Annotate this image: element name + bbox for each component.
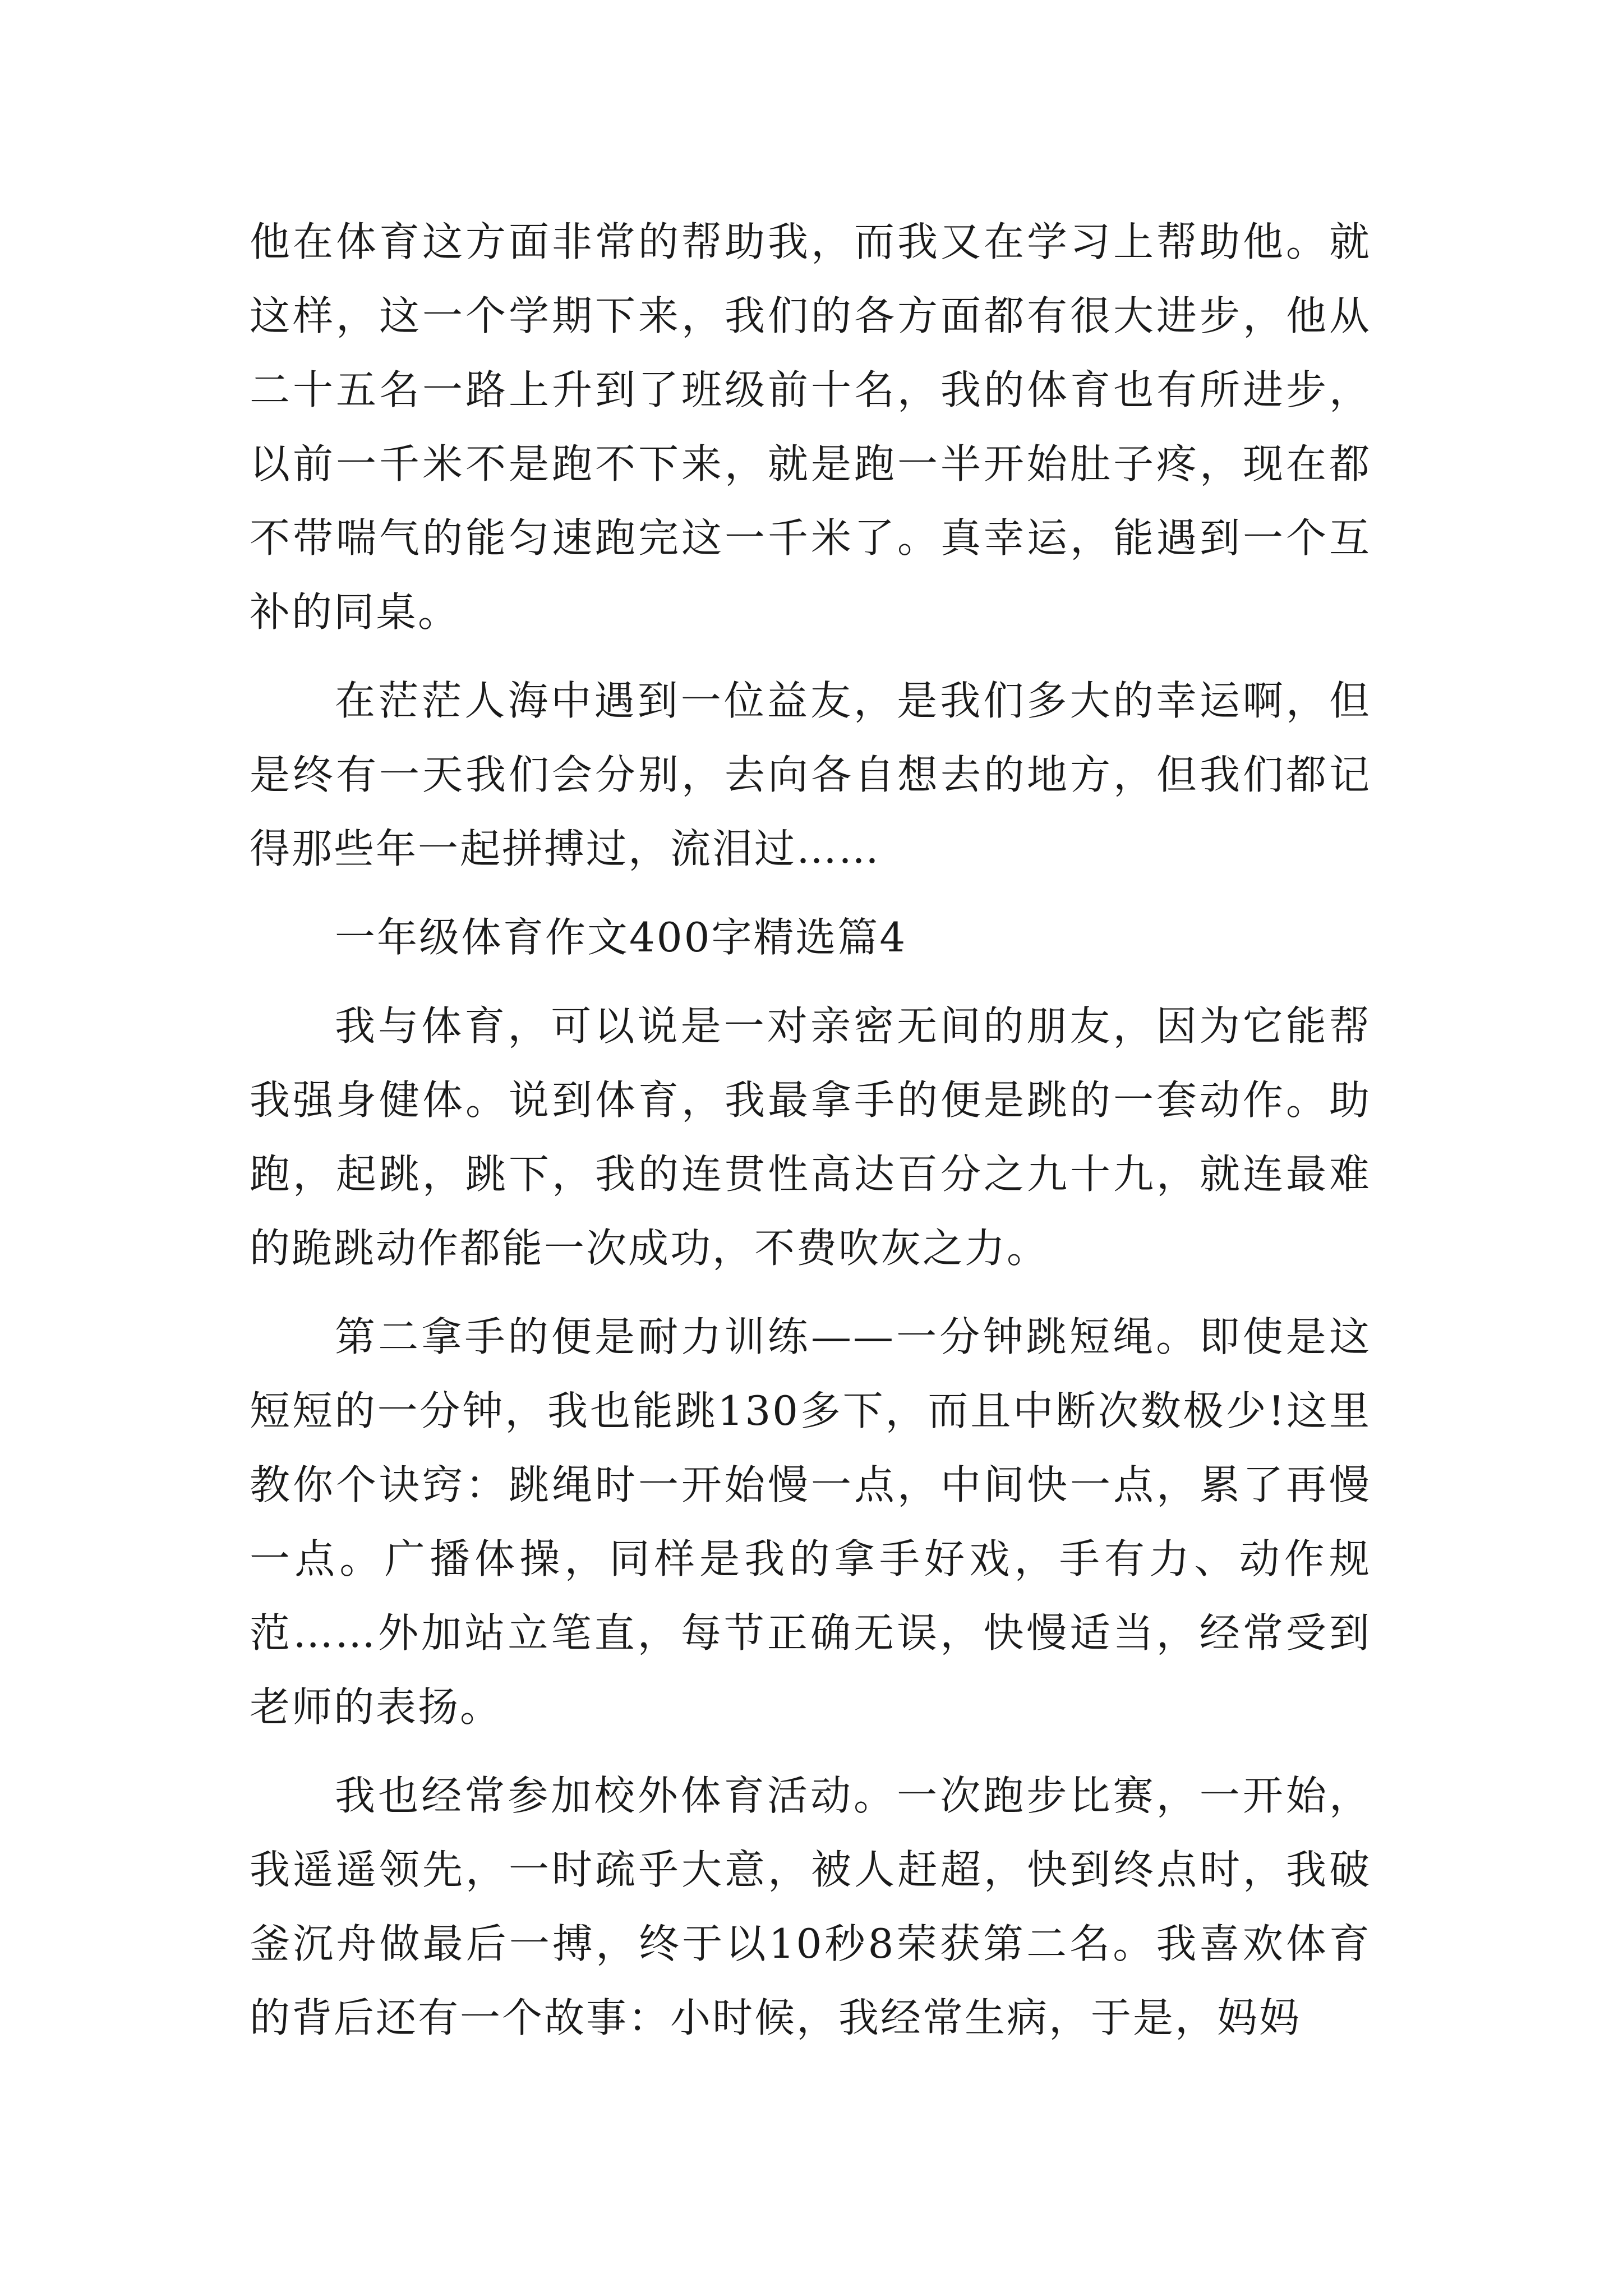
paragraph: 我也经常参加校外体育活动。一次跑步比赛，一开始，我遥遥领先，一时疏乎大意，被人赶超，快到终点时，我破釜沉舟做最后一搏，终于以10秒8荣获第二名。我喜欢体育的背后还有一个故事：小时候，我经常生病，于是，妈妈: [250, 1772, 1371, 2041]
paragraph: 第二拿手的便是耐力训练——一分钟跳短绳。即使是这短短的一分钟，我也能跳130多下，而且中断次数极少!这里教你个诀窍：跳绳时一开始慢一点，中间快一点，累了再慢一点。广播体操，同样是我的拿手好戏，手有力、动作规范……外加站立笔直，每节正确无误，快慢适当，经常受到老师的表扬。: [250, 1313, 1371, 1731]
paragraph: 我与体育，可以说是一对亲密无间的朋友，因为它能帮我强身健体。说到体育，我最拿手的便是跳的一套动作。助跑，起跳，跳下，我的连贯性高达百分之九十九，就连最难的跪跳动作都能一次成功，不费吹灰之力。: [250, 1002, 1371, 1272]
paragraph-continued: 他在体育这方面非常的帮助我，而我又在学习上帮助他。就这样，这一个学期下来，我们的各方面都有很大进步，他从二十五名一路上升到了班级前十名，我的体育也有所进步，以前一千米不是跑不下来，就是跑一半开始肚子疼，现在都不带喘气的能匀速跑完这一千米了。真幸运，能遇到一个互补的同桌。: [250, 218, 1371, 636]
paragraph: 在茫茫人海中遇到一位益友，是我们多大的幸运啊，但是终有一天我们会分别，去向各自想去的地方，但我们都记得那些年一起拼搏过，流泪过……: [250, 677, 1371, 872]
section-heading: 一年级体育作文400字精选篇4: [335, 914, 907, 961]
document-body: [250, 205, 1371, 2069]
